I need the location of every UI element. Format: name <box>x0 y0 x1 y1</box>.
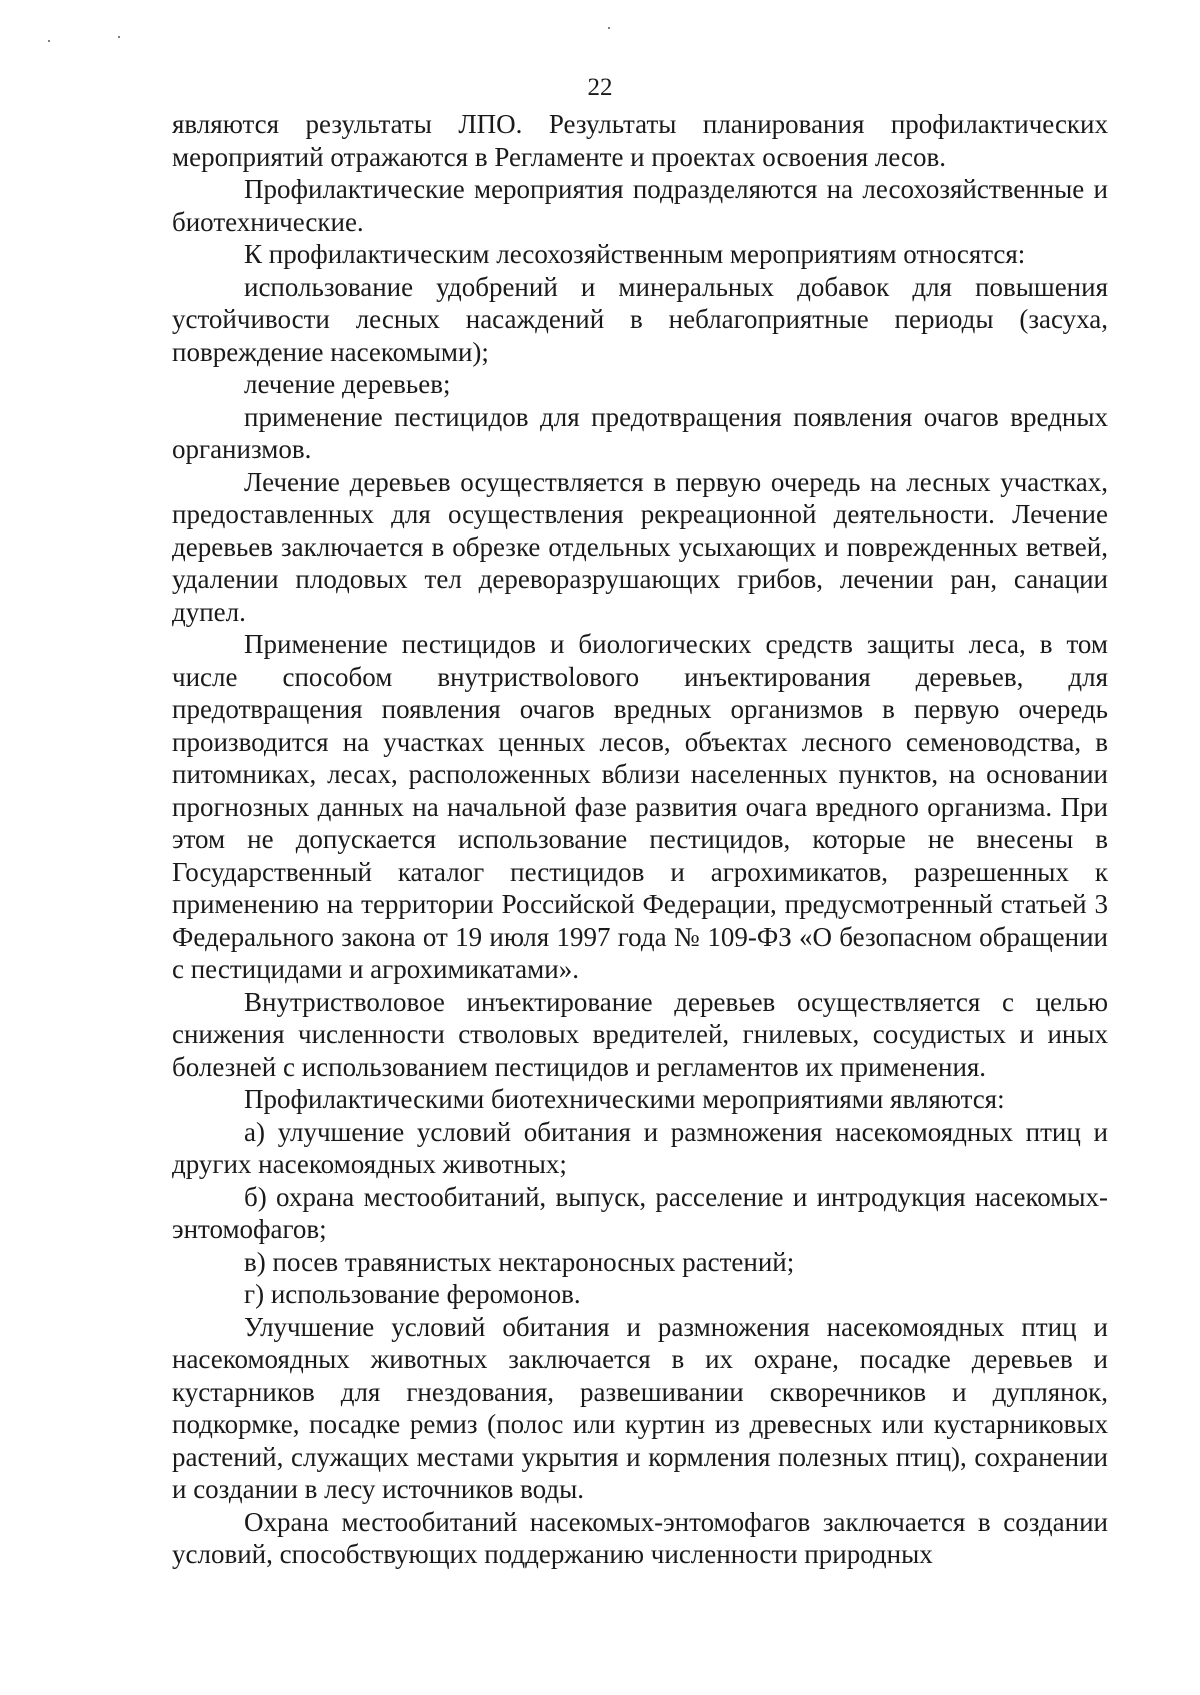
paragraph: Профилактическими биотехническими мероприятиями являются: <box>244 1084 1005 1114</box>
body-text <box>172 108 1108 1571</box>
list-item-v: в) посев травянистых нектароносных растений; <box>244 1246 795 1277</box>
paragraph: Применение пестицидов и биологических средств защиты леса, в том числе способом внутриствolового инъектирования деревьев, для предотвращения появления очагов вредных организмов в первую очередь производится на участках ценных лесов, объектах лесного семеноводства, в питомниках, лесах, расположенных вблизи населенных пунктов, на основании прогнозных данных на начальной фазе развития очага вредного организма. При этом не допускается использование пестицидов, которые не внесены в Государственный каталог пестицидов и агрохимикатов, разрешенных к применению на территории Российской Федерации, предусмотренный статьей 3 Федерального закона от 19 июля 1997 года № 109-ФЗ «О безопасном обращении с пестицидами и агрохимикатами». <box>172 629 1108 984</box>
paragraph: использование удобрений и минеральных добавок для повышения устойчивости лесных насаждений в неблагоприятные периоды (засуха, повреждение насекомыми); <box>172 271 1108 367</box>
paragraph: Охрана местообитаний насекомых-энтомофагов заключается в создании условий, способствующих поддержанию численности природных <box>172 1506 1108 1569</box>
list-item-b: б) охрана местообитаний, выпуск, расселение и интродукция насекомых-энтомофагов; <box>172 1181 1108 1244</box>
paragraph: являются результаты ЛПО. Результаты планирования профилактических мероприятий отражаются в Регламенте и проектах освоения лесов. <box>172 109 1108 172</box>
paragraph: К профилактическим лесохозяйственным мероприятиям относятся: <box>244 239 1026 269</box>
paragraph: Профилактические мероприятия подразделяются на лесохозяйственные и биотехнические. <box>172 174 1108 237</box>
paragraph: лечение деревьев; <box>244 369 451 399</box>
scan-speck <box>48 40 50 42</box>
paragraph: Внутристволовое инъектирование деревьев осуществляется с целью снижения численности стволовых вредителей, гнилевых, сосудистых и иных болезней с использованием пестицидов и регламентов их применения. <box>172 986 1108 1082</box>
paragraph: Лечение деревьев осуществляется в первую очередь на лесных участках, предоставленных для осуществления рекреационной деятельности. Лечение деревьев заключается в обрезке отдельных усыхающих и поврежденных ветвей, удалении плодовых тел дереворазрушающих грибов, лечении ран, санации дупел. <box>172 466 1108 627</box>
scan-speck <box>608 27 610 29</box>
list-item-g: г) использование феромонов. <box>244 1279 581 1309</box>
paragraph: Улучшение условий обитания и размножения насекомоядных птиц и насекомоядных животных заключается в их охране, посадке деревьев и кустарников для гнездования, развешивании скворечников и дуплянок, подкормке, посадке ремиз (полос или куртин из древесных или кустарниковых растений, служащих местами укрытия и кормления полезных птиц), сохранении и создании в лесу источников воды. <box>172 1311 1108 1504</box>
list-item-a: а) улучшение условий обитания и размножения насекомоядных птиц и других насекомоядных животных; <box>172 1116 1108 1179</box>
paragraph: применение пестицидов для предотвращения появления очагов вредных организмов. <box>172 401 1108 464</box>
scan-speck <box>118 36 120 38</box>
page-number: 22 <box>587 74 613 101</box>
